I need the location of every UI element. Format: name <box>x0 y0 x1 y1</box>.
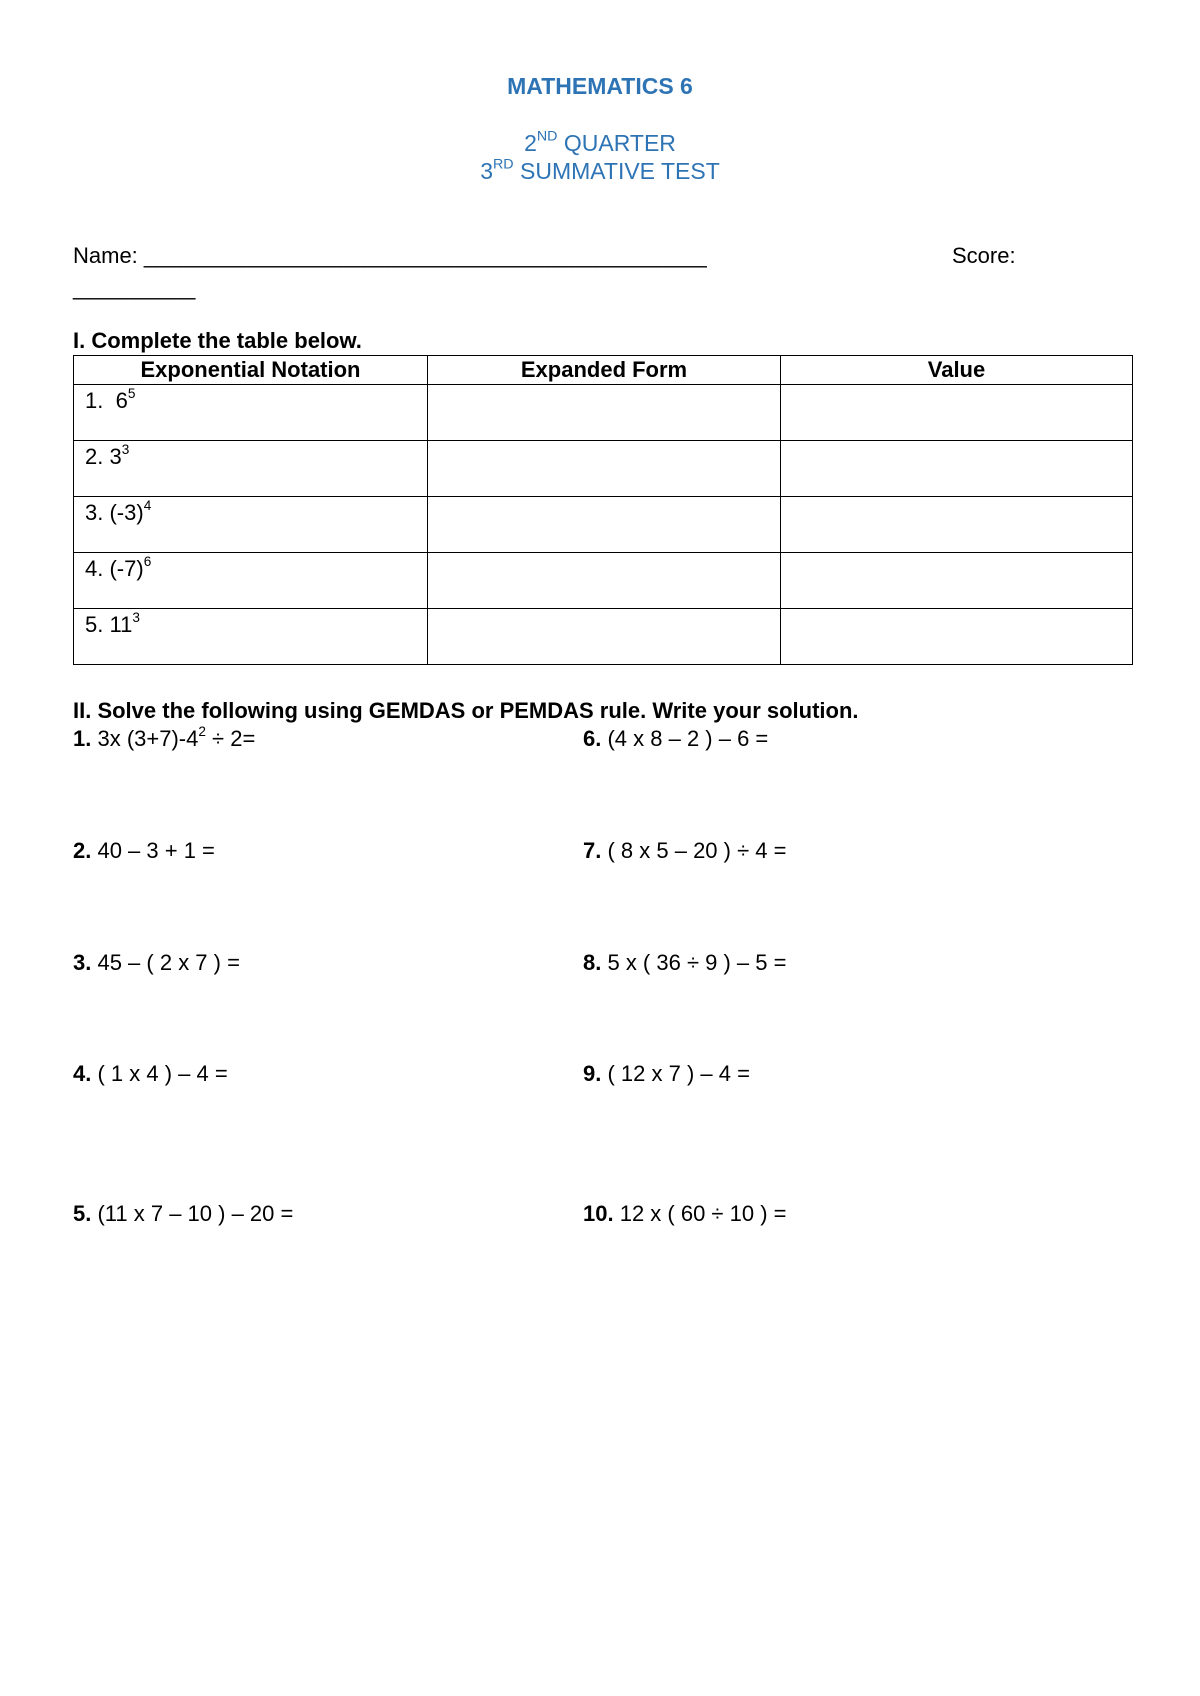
notation-cell <box>74 385 428 441</box>
table-row <box>74 441 1133 497</box>
problem-expression: 3x (3+7)-4 <box>91 726 199 751</box>
expanded-form-cell[interactable] <box>428 497 781 553</box>
page-title: MATHEMATICS 6 <box>507 73 693 99</box>
part1-heading: I. Complete the table below. <box>73 328 362 353</box>
table-row <box>74 553 1133 609</box>
expanded-form-cell[interactable] <box>428 609 781 665</box>
item-number: 5. <box>85 612 104 637</box>
base: (-7) <box>109 556 144 581</box>
problem-exponent: 2 <box>198 723 206 739</box>
problem-number: 2. <box>73 838 92 863</box>
expanded-form-cell[interactable] <box>428 441 781 497</box>
notation-cell <box>74 553 428 609</box>
base: 6 <box>115 388 128 413</box>
problem-item <box>583 1201 786 1227</box>
problem-expression: (11 x 7 – 10 ) – 20 = <box>91 1201 294 1226</box>
problem-expression: 45 – ( 2 x 7 ) = <box>91 950 240 975</box>
name-field <box>73 243 707 269</box>
base: (-3) <box>109 500 144 525</box>
problem-item <box>583 726 768 752</box>
notation-cell <box>74 497 428 553</box>
problem-number: 1. <box>73 726 92 751</box>
exponent: 6 <box>143 553 152 569</box>
problem-number: 5. <box>73 1201 92 1226</box>
expanded-form-cell[interactable] <box>428 553 781 609</box>
value-cell[interactable] <box>781 385 1133 441</box>
problem-item <box>583 1061 750 1087</box>
problem-item <box>583 950 786 976</box>
problem-number: 7. <box>583 838 602 863</box>
test-suffix: RD <box>493 156 514 173</box>
problem-item <box>73 1061 228 1087</box>
quarter-number: 2 <box>524 130 537 156</box>
base: 3 <box>109 444 122 469</box>
problem-expression: ( 1 x 4 ) – 4 = <box>91 1061 228 1086</box>
notation-cell <box>74 609 428 665</box>
notation-cell <box>74 441 428 497</box>
problem-expression-end: ÷ 2= <box>205 726 256 751</box>
item-number: 1. <box>85 388 104 413</box>
base: 11 <box>109 612 133 637</box>
score-label: Score: <box>952 243 1016 268</box>
problem-item <box>583 838 786 864</box>
value-cell[interactable] <box>781 497 1133 553</box>
problem-item <box>73 1201 293 1227</box>
exponent: 4 <box>143 497 152 513</box>
exponent: 3 <box>121 441 130 457</box>
exponent-table <box>73 355 1133 665</box>
value-cell[interactable] <box>781 609 1133 665</box>
exponent: 3 <box>132 609 140 625</box>
problem-expression: ( 8 x 5 – 20 ) ÷ 4 = <box>601 838 787 863</box>
value-cell[interactable] <box>781 553 1133 609</box>
item-number: 3. <box>85 500 104 525</box>
table-header-row <box>74 356 1133 385</box>
part2-heading: II. Solve the following using GEMDAS or PEMDAS rule. Write your solution. <box>73 698 859 723</box>
problem-expression: 12 x ( 60 ÷ 10 ) = <box>613 1201 787 1226</box>
table-row <box>74 497 1133 553</box>
problem-item <box>73 838 215 864</box>
table-row <box>74 385 1133 441</box>
problem-number: 3. <box>73 950 92 975</box>
problem-item <box>73 723 256 752</box>
problem-expression: 40 – 3 + 1 = <box>91 838 215 863</box>
test-text: SUMMATIVE TEST <box>513 158 720 184</box>
problem-expression: (4 x 8 – 2 ) – 6 = <box>601 726 769 751</box>
quarter-label <box>0 130 1200 157</box>
quarter-suffix: ND <box>536 128 558 145</box>
problem-expression: ( 12 x 7 ) – 4 = <box>601 1061 750 1086</box>
problem-expression: 5 x ( 36 ÷ 9 ) – 5 = <box>601 950 787 975</box>
exponent: 5 <box>127 385 136 401</box>
table-row <box>74 609 1133 665</box>
name-label: Name: <box>73 243 138 268</box>
name-blank[interactable]: ______________________________________________ <box>143 243 707 268</box>
problem-number: 4. <box>73 1061 92 1086</box>
score-blank[interactable]: __________ <box>73 275 196 300</box>
quarter-text: QUARTER <box>557 130 676 156</box>
problem-number: 10. <box>583 1201 614 1226</box>
test-number: 3 <box>480 158 494 184</box>
problem-number: 8. <box>583 950 602 975</box>
column-header: Exponential Notation <box>74 356 428 385</box>
item-number: 4. <box>85 556 104 581</box>
item-number: 2. <box>85 444 104 469</box>
column-header: Expanded Form <box>428 356 781 385</box>
expanded-form-cell[interactable] <box>428 385 781 441</box>
problem-item <box>73 950 240 976</box>
value-cell[interactable] <box>781 441 1133 497</box>
test-label <box>0 158 1200 185</box>
problem-number: 9. <box>583 1061 602 1086</box>
problem-number: 6. <box>583 726 602 751</box>
column-header: Value <box>781 356 1133 385</box>
